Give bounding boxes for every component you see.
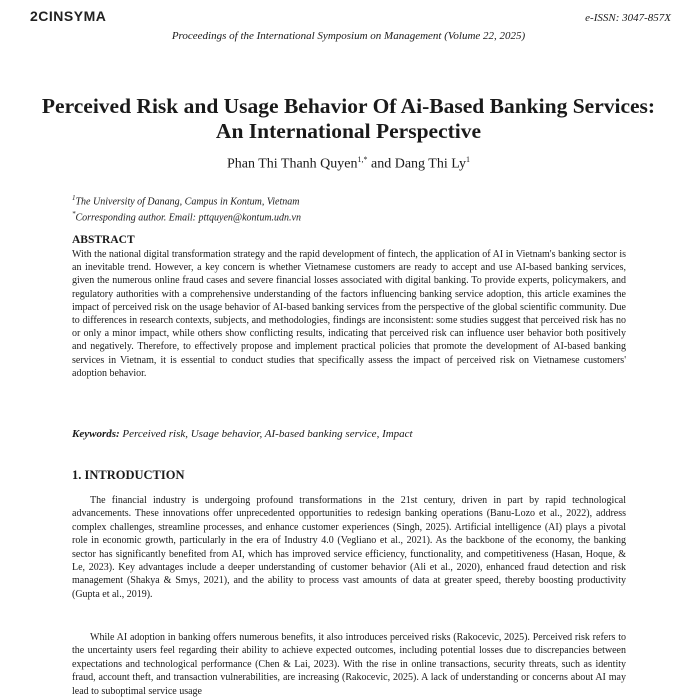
- keywords-line: [72, 428, 413, 440]
- author-name: Dang Thi Ly: [394, 156, 467, 172]
- section-heading-introduction: 1. INTRODUCTION: [72, 468, 185, 482]
- keywords-text: Perceived risk, Usage behavior, AI-based banking service, Impact: [119, 428, 413, 440]
- author-name: Phan Thi Thanh Quyen: [226, 156, 358, 172]
- paper-title: Perceived Risk and Usage Behavior Of Ai-Based Banking Services: An International Perspective: [41, 94, 656, 143]
- corresponding-author-line: *Corresponding author. Email: pttquyen@kontum.udn.vn: [72, 210, 301, 224]
- body-paragraph: While AI adoption in banking offers numerous benefits, it also introduces perceived risks (Rakocevic, 2025). Perceived risk refers to the uncertainty users feel regarding their ability to achieve expected outcomes, including potential losses due to discrepancies between expectations and technological performance (Chen & Lai, 2023). With the rise in online transactions, security threats, such as identity fraud, account theft, and transaction vulnerabilities, are increasing (Rakocevic, 2025). A lack of understanding or concerns about AI may lead to suboptimal service usage: [72, 632, 626, 697]
- body-paragraph: The financial industry is undergoing profound transformations in the 21st century, driven in part by rapid technological advancements. These innovations offer unprecedented opportunities to redesign banking operations (Banu-Lozo et al., 2022), address complex challenges, streamline processes, and enhance customer experiences (Singh, 2025). Artificial intelligence (AI) plays a pivotal role in economic growth, particularly in the era of Industry 4.0 (Vegliano et al., 2021). As the backbone of the economy, the banking sector has significantly benefited from AI, which has improved service efficiency, functionality, and competitiveness (Hasan, Hoque, & Le, 2023). Key advantages include a deeper understanding of customer behavior (Ali et al., 2020), enhanced fraud detection and risk management (Shakya & Smys, 2021), and the ability to process vast amounts of data at greater speed, thereby boosting productivity (Gupta et al., 2019).: [72, 495, 626, 600]
- abstract-heading: ABSTRACT: [72, 234, 135, 246]
- abstract-body: With the national digital transformation strategy and the rapid development of fintech, the application of AI in Vietnam's banking sector is an inevitable trend. However, a key concern is whether Vietnamese customers are ready to accept and use AI-based banking services, given the numerous online fraud cases and severe financial losses associated with digital banking. To provide experts, policymakers, and regulatory authorities with a comprehensive understanding of the factors influencing banking service adoption, this article examines the impact of perceived risk on the usage behavior of AI-based banking services from the perspective of the global scientific community. Due to differences in research contexts, subjects, and methodologies, findings are inconsistent: some studies suggest that perceived risk has no or only a minor impact, while others show conflicting results, indicating that perceived risk can influence user behavior both positively and negatively. Therefore, to effectively propose and implement practical policies that promote the development of AI-based banking services in Vietnam, it is essential to conduct studies that specifically assess the impact of perceived risk on Vietnamese customers' adoption behavior.: [72, 249, 626, 379]
- author-superscript: 1,*: [357, 155, 368, 164]
- proceedings-header: Proceedings of the International Symposium on Management (Volume 22, 2025): [171, 30, 526, 42]
- keywords-label: Keywords:: [72, 428, 120, 440]
- author-superscript: 1: [466, 155, 471, 164]
- affiliation-line: $^1$The University of Danang, Campus in Kontum, Vietnam: [72, 194, 300, 208]
- issn-label: e-ISSN: 3047-857X: [585, 12, 671, 24]
- author-line: [0, 155, 697, 173]
- affiliations: [72, 192, 301, 225]
- author-connector: and: [367, 156, 395, 172]
- journal-logo: 2CINSYMA: [30, 8, 107, 24]
